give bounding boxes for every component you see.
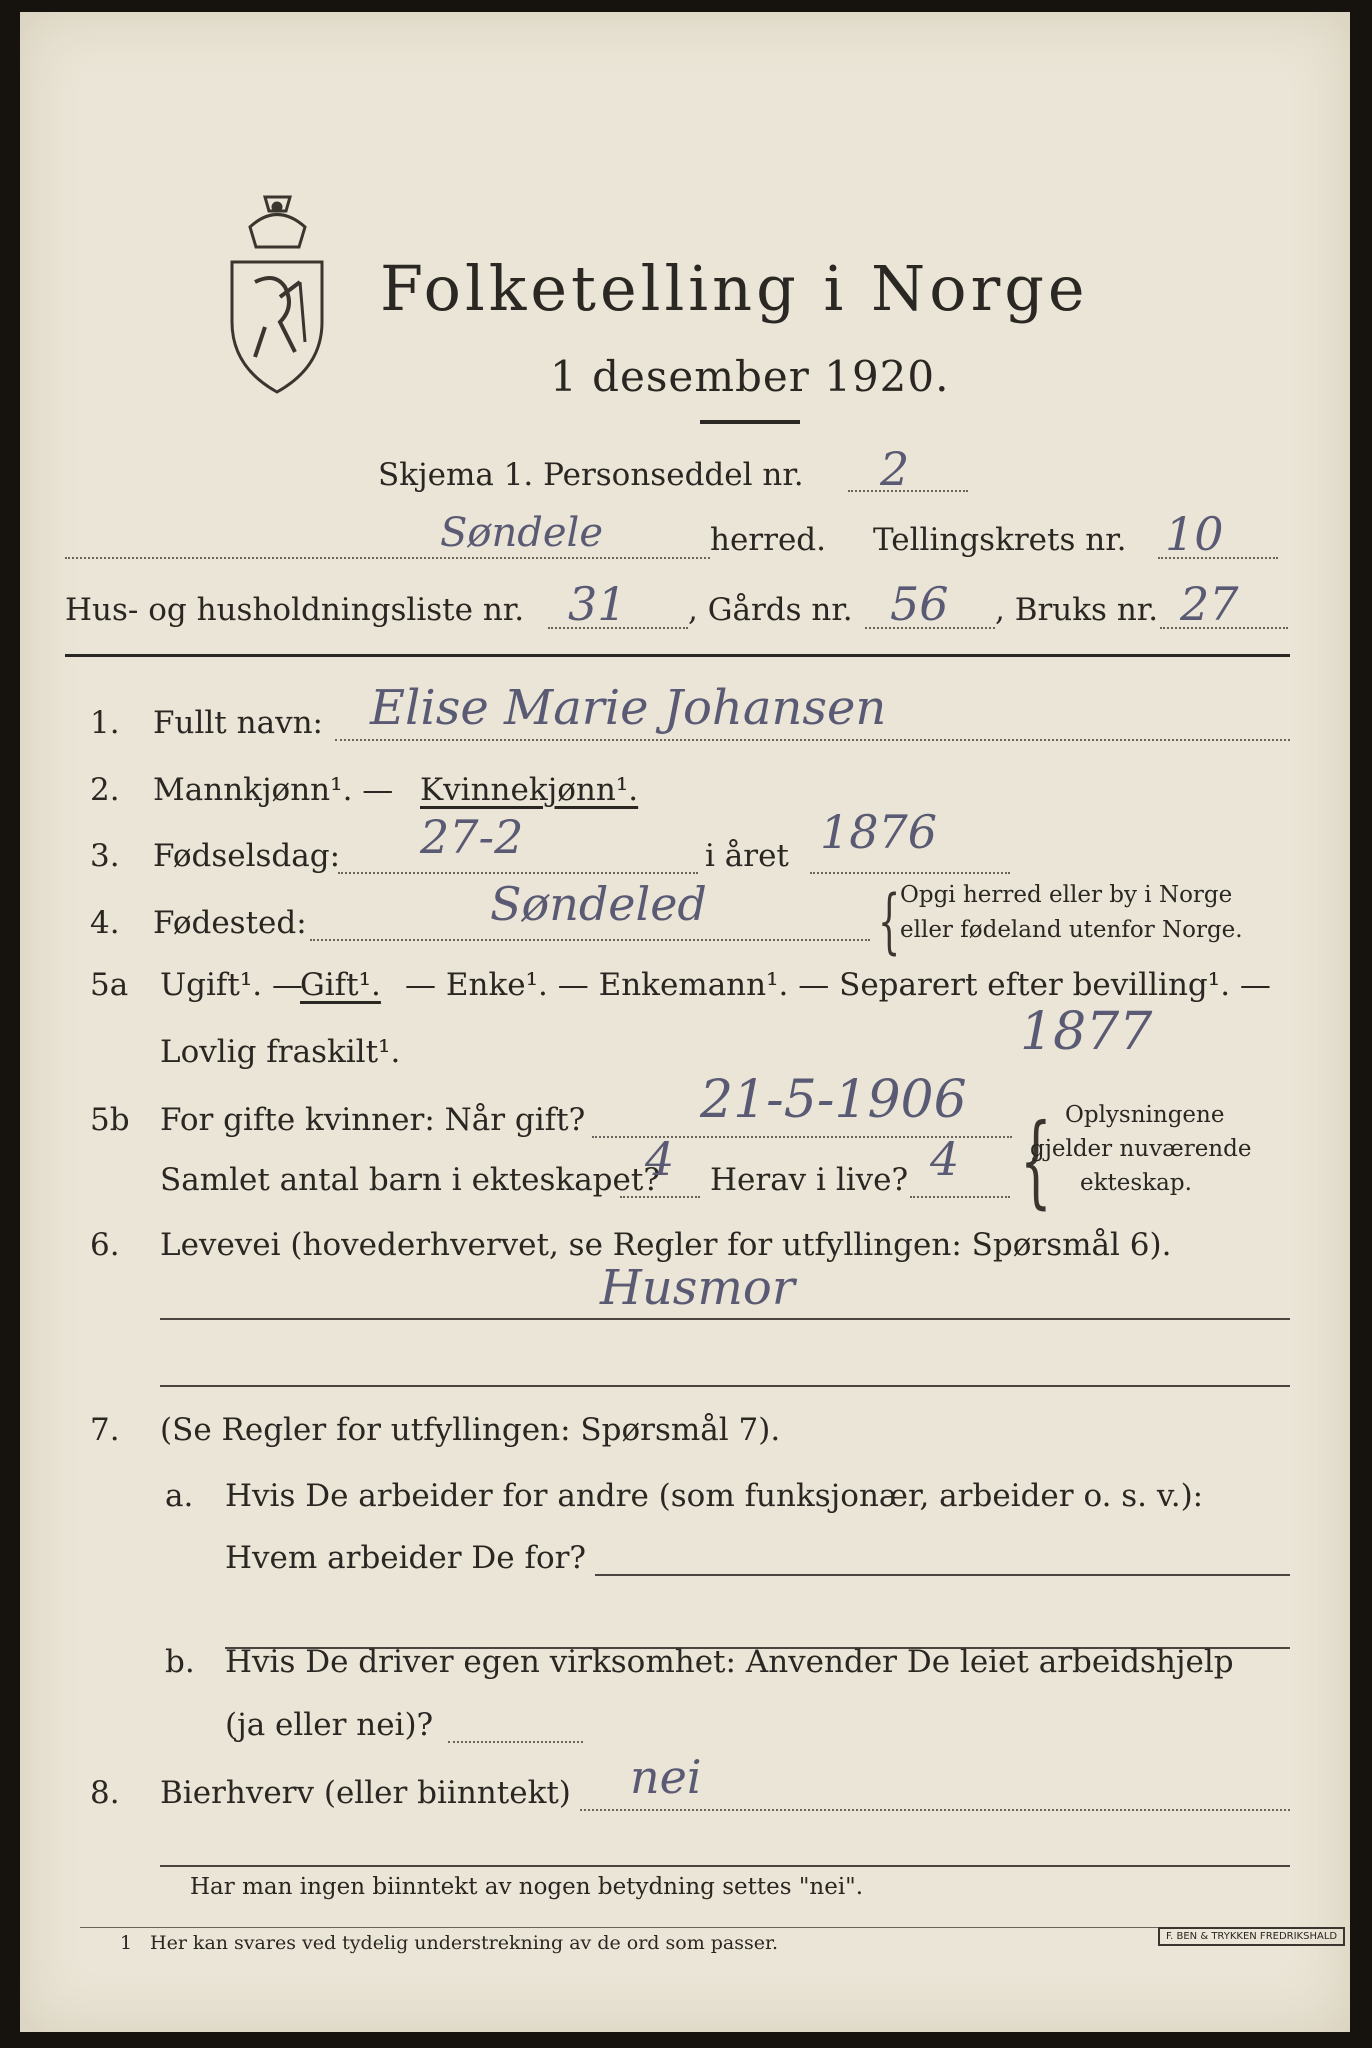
footer-note: Har man ingen biinntekt av nogen betydning settes "nei". — [190, 1874, 864, 1900]
q4-number: 4. — [90, 905, 120, 941]
q8-label: Bierhverv (eller biinntekt) — [160, 1775, 571, 1811]
year-label: i året — [705, 838, 789, 874]
q4-label: Fødested: — [153, 905, 307, 941]
norwegian-coat-of-arms-icon — [220, 187, 335, 397]
gards-label: , Gårds nr. — [688, 592, 853, 628]
q7-label: (Se Regler for utfyllingen: Spørsmål 7). — [160, 1412, 781, 1448]
marriage-note-3: ekteskap. — [1080, 1170, 1192, 1196]
marriage-date-value: 21-5-1906 — [700, 1070, 967, 1130]
q2-number: 2. — [90, 772, 120, 808]
census-date: 1 desember 1920. — [550, 352, 950, 401]
q7-number: 7. — [90, 1412, 120, 1448]
tellingskrets-label: Tellingskrets nr. — [873, 522, 1127, 558]
birthplace-field[interactable] — [310, 939, 870, 941]
occupation-field-2[interactable] — [160, 1385, 1290, 1387]
form-title: Folketelling i Norge — [380, 252, 1089, 325]
q7a-number: a. — [165, 1478, 194, 1514]
bruks-value: 27 — [1180, 577, 1239, 631]
census-form — [20, 12, 1350, 2032]
q5b-label: For gifte kvinner: Når gift? — [160, 1102, 586, 1138]
option-female[interactable]: Kvinnekjønn¹. — [420, 772, 639, 808]
side-income-field-2[interactable] — [160, 1865, 1290, 1867]
alive-field[interactable] — [910, 1196, 1010, 1198]
q5a-options[interactable]: — Enke¹. — Enkemann¹. — Separert efter bevilling¹. — — [405, 967, 1271, 1003]
marriage-note-1: Oplysningene — [1065, 1102, 1225, 1128]
side-income-value: nei — [630, 1750, 702, 1804]
full-name-value: Elise Marie Johansen — [370, 680, 887, 736]
alive-value: 4 — [930, 1132, 960, 1186]
q8-number: 8. — [90, 1775, 120, 1811]
occupation-value: Husmor — [600, 1260, 795, 1316]
husliste-value: 31 — [568, 577, 627, 631]
option-fraskilt[interactable]: Lovlig fraskilt¹. — [160, 1034, 401, 1070]
note-brace: { — [878, 880, 901, 962]
q5b-number: 5b — [90, 1102, 130, 1138]
q6-number: 6. — [90, 1227, 120, 1263]
birthplace-note-1: Opgi herred eller by i Norge — [900, 882, 1233, 908]
birthplace-note-2: eller fødeland utenfor Norge. — [900, 917, 1243, 943]
children-value: 4 — [645, 1132, 675, 1186]
birthdate-field[interactable] — [338, 872, 698, 874]
alive-label: Herav i live? — [710, 1162, 909, 1198]
marriage-note-2: gjelder nuværende — [1030, 1136, 1252, 1162]
footnote-text: Her kan svares ved tydelig understrekning av de ord som passer. — [150, 1932, 779, 1954]
q6-label: Levevei (hovederhvervet, se Regler for utfyllingen: Spørsmål 6). — [160, 1227, 1172, 1263]
footnote-divider — [80, 1927, 1290, 1928]
year-annotation: 1877 — [1020, 1002, 1153, 1062]
herred-field[interactable] — [65, 557, 710, 559]
husliste-label: Hus- og husholdningsliste nr. — [65, 592, 525, 628]
birthdate-value: 27-2 — [420, 810, 524, 864]
schema-label: Skjema 1. Personseddel nr. — [378, 457, 804, 493]
herred-label: herred. — [710, 522, 826, 558]
hired-help-field[interactable] — [448, 1741, 583, 1743]
occupation-field[interactable] — [160, 1318, 1290, 1320]
q3-label: Fødselsdag: — [153, 838, 341, 874]
title-divider — [700, 420, 800, 424]
option-male[interactable]: Mannkjønn¹. — — [153, 772, 394, 808]
full-name-field[interactable] — [335, 739, 1290, 741]
personseddel-value: 2 — [880, 442, 910, 496]
footnote-number: 1 — [120, 1932, 133, 1954]
birthyear-field[interactable] — [810, 872, 1010, 874]
bruks-label: , Bruks nr. — [995, 592, 1159, 628]
birthplace-value: Søndeled — [490, 877, 707, 931]
printer-stamp: F. BEN & TRYKKEN FREDRIKSHALD — [1158, 1927, 1345, 1946]
gards-value: 56 — [890, 577, 949, 631]
header-divider — [65, 654, 1290, 657]
q7b-question: (ja eller nei)? — [225, 1707, 434, 1743]
note-brace-5b: { — [1020, 1102, 1052, 1219]
q5a-number: 5a — [90, 967, 129, 1003]
q7a-question: Hvem arbeider De for? — [225, 1540, 587, 1576]
q1-label: Fullt navn: — [153, 705, 323, 741]
birthyear-value: 1876 — [820, 805, 938, 859]
tellingskrets-value: 10 — [1165, 507, 1224, 561]
q1-number: 1. — [90, 705, 120, 741]
children-label: Samlet antal barn i ekteskapet? — [160, 1162, 660, 1198]
q7b-number: b. — [165, 1644, 195, 1680]
q7a-text: Hvis De arbeider for andre (som funksjonær, arbeider o. s. v.): — [225, 1478, 1204, 1514]
employer-field[interactable] — [595, 1574, 1290, 1576]
q7b-text: Hvis De driver egen virksomhet: Anvender De leiet arbeidshjelp — [225, 1644, 1234, 1680]
q3-number: 3. — [90, 838, 120, 874]
option-gift[interactable]: Gift¹. — [300, 967, 381, 1003]
option-ugift[interactable]: Ugift¹. — — [160, 967, 303, 1003]
children-field[interactable] — [620, 1196, 700, 1198]
herred-value: Søndele — [440, 510, 603, 556]
side-income-field[interactable] — [580, 1809, 1290, 1811]
